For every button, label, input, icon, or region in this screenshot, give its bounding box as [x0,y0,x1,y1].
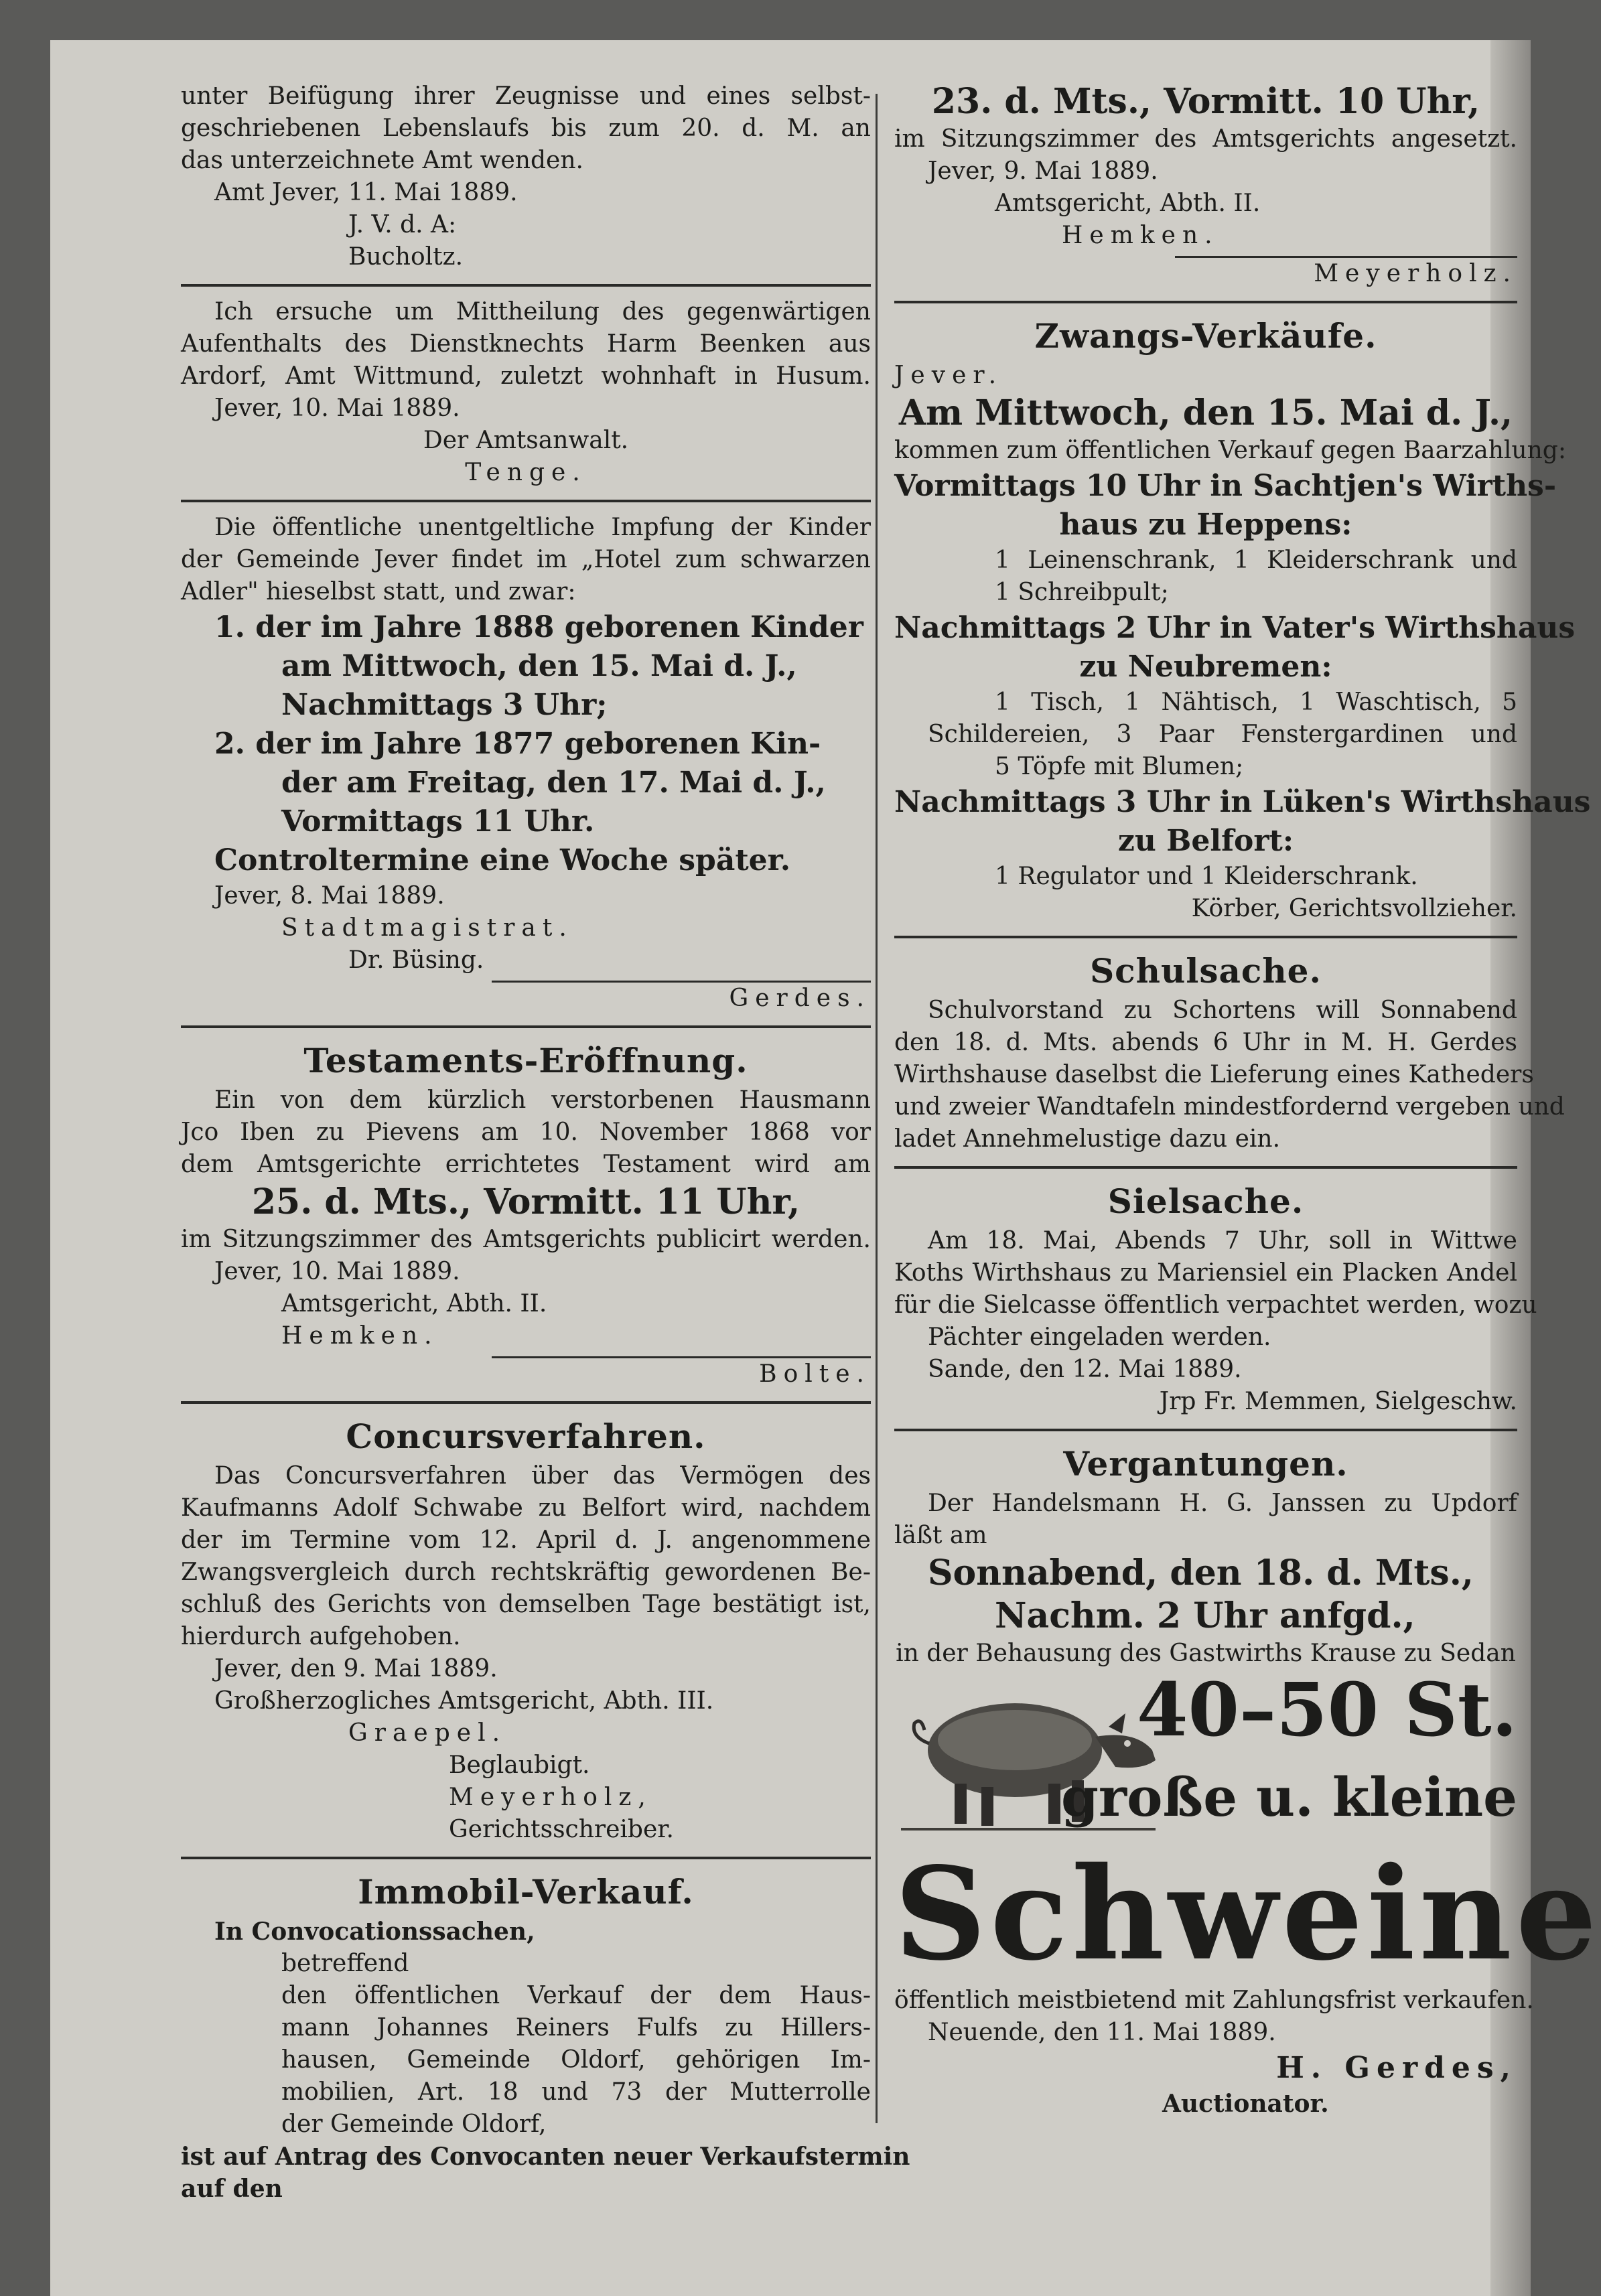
text-line: Stadtmagistrat. [281,914,573,942]
section-title: Vergantungen. [1063,1444,1348,1484]
text-line: Nachmittags 3 Uhr in Lüken's Wirthshaus [894,785,1591,819]
date-line: 25. d. Mts., Vormitt. 11 Uhr, [251,1181,800,1222]
text-line: am Mittwoch, den 15. Mai d. J., [281,649,797,683]
section-rule [894,301,1517,303]
notice-schul [894,948,1565,1155]
signature: Körber, Gerichtsvollzieher. [1191,895,1517,922]
section-rule [181,284,871,287]
text-line: 2. der im Jahre 1877 geborenen Kin- [214,727,821,761]
section-title: Testaments-Eröffnung. [303,1041,748,1080]
section-rule [181,1025,871,1028]
text-line: Ich ersuche um Mittheilung des gegenwärtigen [214,298,871,326]
text-line: Adler" hieselbst statt, und zwar: [181,578,576,605]
text-line: Aufenthalts des Dienstknechts Harm Beenken aus [181,330,871,358]
notice-inquiry [181,296,871,489]
text-line: auf den [181,2175,283,2203]
date-line: Nachm. 2 Uhr anfgd., [995,1595,1415,1636]
section-rule [181,1401,871,1404]
text-line: Beglaubigt. [449,1751,590,1779]
signature: Jrp Fr. Memmen, Sielgeschw. [1159,1388,1517,1415]
text-line: 1 Tisch, 1 Nähtisch, 1 Waschtisch, 5 [995,689,1517,716]
text-line: 5 Töpfe mit Blumen; [995,753,1244,780]
section-rule [894,1429,1517,1431]
text-line: Gerichtsschreiber. [449,1816,674,1843]
signature: Hemken. [281,1322,439,1350]
text-line: Amtsgericht, Abth. II. [281,1290,547,1317]
pig-size: große u. kleine [1060,1766,1517,1828]
section-title: Immobil-Verkauf. [358,1872,694,1912]
text-line: Kaufmanns Adolf Schwabe zu Belfort wird, nachdem [181,1494,871,1522]
text-line: kommen zum öffentlichen Verkauf gegen Baarzahlung: [894,437,1566,464]
text-line: zu Belfort: [1117,824,1294,858]
text-line: ladet Annehmelustige dazu ein. [894,1125,1281,1153]
signature: Hemken. [1062,222,1219,249]
text-line: der am Freitag, den 17. Mai d. J., [281,766,826,800]
text-line: Der Amtsanwalt. [423,427,629,454]
signature: Tenge. [465,459,587,486]
text-line: zu Neubremen: [1079,650,1332,684]
notice-application [181,80,871,273]
text-line: den öffentlichen Verkauf der dem Haus- [281,1982,871,2009]
notice-continuation [894,80,1517,290]
signature: Bucholtz. [348,243,464,271]
text-line: Der Handelsmann H. G. Janssen zu Updorf [928,1490,1517,1517]
text-line: In Convocationssachen, [214,1918,535,1946]
signature: Graepel. [348,1719,507,1747]
text-line: der Gemeinde Oldorf, [281,2110,547,2138]
text-line: mann Johannes Reiners Fulfs zu Hillers- [281,2014,871,2041]
text-line: ist auf Antrag des Convocanten neuer Verkaufstermin [181,2143,910,2171]
text-line: 1. der im Jahre 1888 geborenen Kinder [214,610,863,644]
section-rule [894,1166,1517,1169]
text-line: Pächter eingeladen werden. [928,1323,1271,1351]
text-line: Jco Iben zu Pievens am 10. November 1868 vor [181,1119,871,1146]
text-line: Nachmittags 3 Uhr; [281,688,608,722]
section-rule [181,500,871,502]
text-line: unter Beifügung ihrer Zeugnisse und eines selbst- [181,82,871,110]
text-line: hausen, Gemeinde Oldorf, gehörigen Im- [281,2046,871,2074]
text-line: Controltermine eine Woche später. [214,843,791,877]
pig-advert [894,1666,1517,1844]
text-line: haus zu Heppens: [1059,508,1352,542]
text-line: das unterzeichnete Amt wenden. [181,147,583,174]
text-line: Nachmittags 2 Uhr in Vater's Wirthshaus [894,611,1576,645]
signature: Gerdes. [729,985,871,1012]
date-line: Am Mittwoch, den 15. Mai d. J., [898,392,1513,433]
text-line: Jever, 9. Mai 1889. [928,157,1158,185]
newspaper-page [50,40,1601,2296]
notice-siel [894,1178,1537,1418]
text-line: Vormittags 11 Uhr. [281,804,595,839]
notice-testament [181,1037,871,1390]
signature: Meyerholz. [1314,260,1517,287]
section-rule [894,936,1517,938]
text-line: Jever. [894,362,1003,389]
text-line: 1 Schreibpult; [995,579,1169,606]
text-line: Zwangsvergleich durch rechtskräftig gewordenen Be- [181,1559,871,1586]
text-line: Neuende, den 11. Mai 1889. [928,2019,1276,2046]
date-line: Sonnabend, den 18. d. Mts., [928,1553,1474,1593]
signature: Meyerholz, [449,1784,652,1811]
text-line: im Sitzungszimmer des Amtsgerichts angesetzt. [894,125,1517,153]
signature: Bolte. [759,1360,871,1388]
text-line: Wirthshause daselbst die Lieferung eines Katheders [894,1061,1534,1088]
text-line: Amt Jever, 11. Mai 1889. [214,179,518,206]
signature: Dr. Büsing. [348,946,484,974]
section-rule [181,1857,871,1859]
section-title: Schulsache. [1090,951,1322,991]
signature: H. Gerdes, [1276,2051,1517,2085]
text-line: läßt am [894,1522,987,1549]
advert-headline: Schweine [894,1839,1601,1989]
section-title: Sielsache. [1107,1181,1304,1221]
text-line: Die öffentliche unentgeltliche Impfung der Kinder [214,514,871,541]
notice-vergantung [894,1441,1601,2120]
notice-vaccination [181,512,871,1015]
column-divider [876,94,878,2123]
pig-count: 40–50 St. [1137,1666,1517,1753]
text-line: Das Concursverfahren über das Vermögen des [214,1462,871,1490]
text-line: Ardorf, Amt Wittmund, zuletzt wohnhaft in Husum. [181,362,871,390]
text-line: hierdurch aufgehoben. [181,1623,461,1650]
text-line: 1 Leinenschrank, 1 Kleiderschrank und [995,547,1517,574]
text-line: der im Termine vom 12. April d. J. angenommene [181,1526,871,1554]
text-line: öffentlich meistbietend mit Zahlungsfrist verkaufen. [894,1987,1534,2014]
section-title: Concursverfahren. [346,1417,706,1456]
text-line: den 18. d. Mts. abends 6 Uhr in M. H. Gerdes [894,1029,1517,1056]
text-line: und zweier Wandtafeln mindestfordernd vergeben und [894,1093,1565,1121]
text-line: der Gemeinde Jever findet im „Hotel zum schwarzen [181,546,871,573]
notice-concurs [181,1413,871,1846]
date-line: 23. d. Mts., Vormitt. 10 Uhr, [931,81,1480,122]
left-column [181,80,910,2205]
text-line: für die Sielcasse öffentlich verpachtet werden, wozu [894,1291,1537,1319]
text-line: Jever, 10. Mai 1889. [214,1258,460,1285]
text-line: J. V. d. A: [348,211,457,238]
text-line: Großherzogliches Amtsgericht, Abth. III. [214,1687,714,1715]
right-column [894,80,1601,2120]
section-title: Zwangs-Verkäufe. [1034,316,1377,356]
text-line: Schildereien, 3 Paar Fenstergardinen und [928,721,1517,748]
text-line: 1 Regulator und 1 Kleiderschrank. [995,863,1418,890]
text-line: Vormittags 10 Uhr in Sachtjen's Wirths- [894,469,1557,503]
text-line: Koths Wirthshaus zu Mariensiel ein Placken Andel [894,1259,1517,1287]
text-line: im Sitzungszimmer des Amtsgerichts publicirt werden. [181,1226,871,1253]
text-line: in der Behausung des Gastwirths Krause zu Sedan [896,1640,1516,1667]
text-line: geschriebenen Lebenslaufs bis zum 20. d. M. an [181,115,871,142]
notice-immobil [181,1869,910,2205]
text-line: betreffend [281,1950,409,1977]
text-line: Jever, den 9. Mai 1889. [214,1655,498,1682]
text-line: Auctionator. [1162,2090,1329,2118]
text-line: Schulvorstand zu Schortens will Sonnabend [928,997,1517,1024]
text-line: dem Amtsgerichte errichtetes Testament wird am [181,1151,871,1178]
notice-zwangs [894,313,1591,925]
text-line: Jever, 8. Mai 1889. [214,882,445,910]
text-line: Sande, den 12. Mai 1889. [928,1356,1242,1383]
text-line: schluß des Gerichts von demselben Tage bestätigt ist, [181,1591,871,1618]
text-line: mobilien, Art. 18 und 73 der Mutterrolle [281,2078,871,2106]
text-line: Am 18. Mai, Abends 7 Uhr, soll in Wittwe [928,1227,1517,1254]
text-line: Amtsgericht, Abth. II. [995,190,1261,217]
text-line: Jever, 10. Mai 1889. [214,394,460,422]
text-line: Ein von dem kürzlich verstorbenen Hausmann [214,1086,871,1114]
